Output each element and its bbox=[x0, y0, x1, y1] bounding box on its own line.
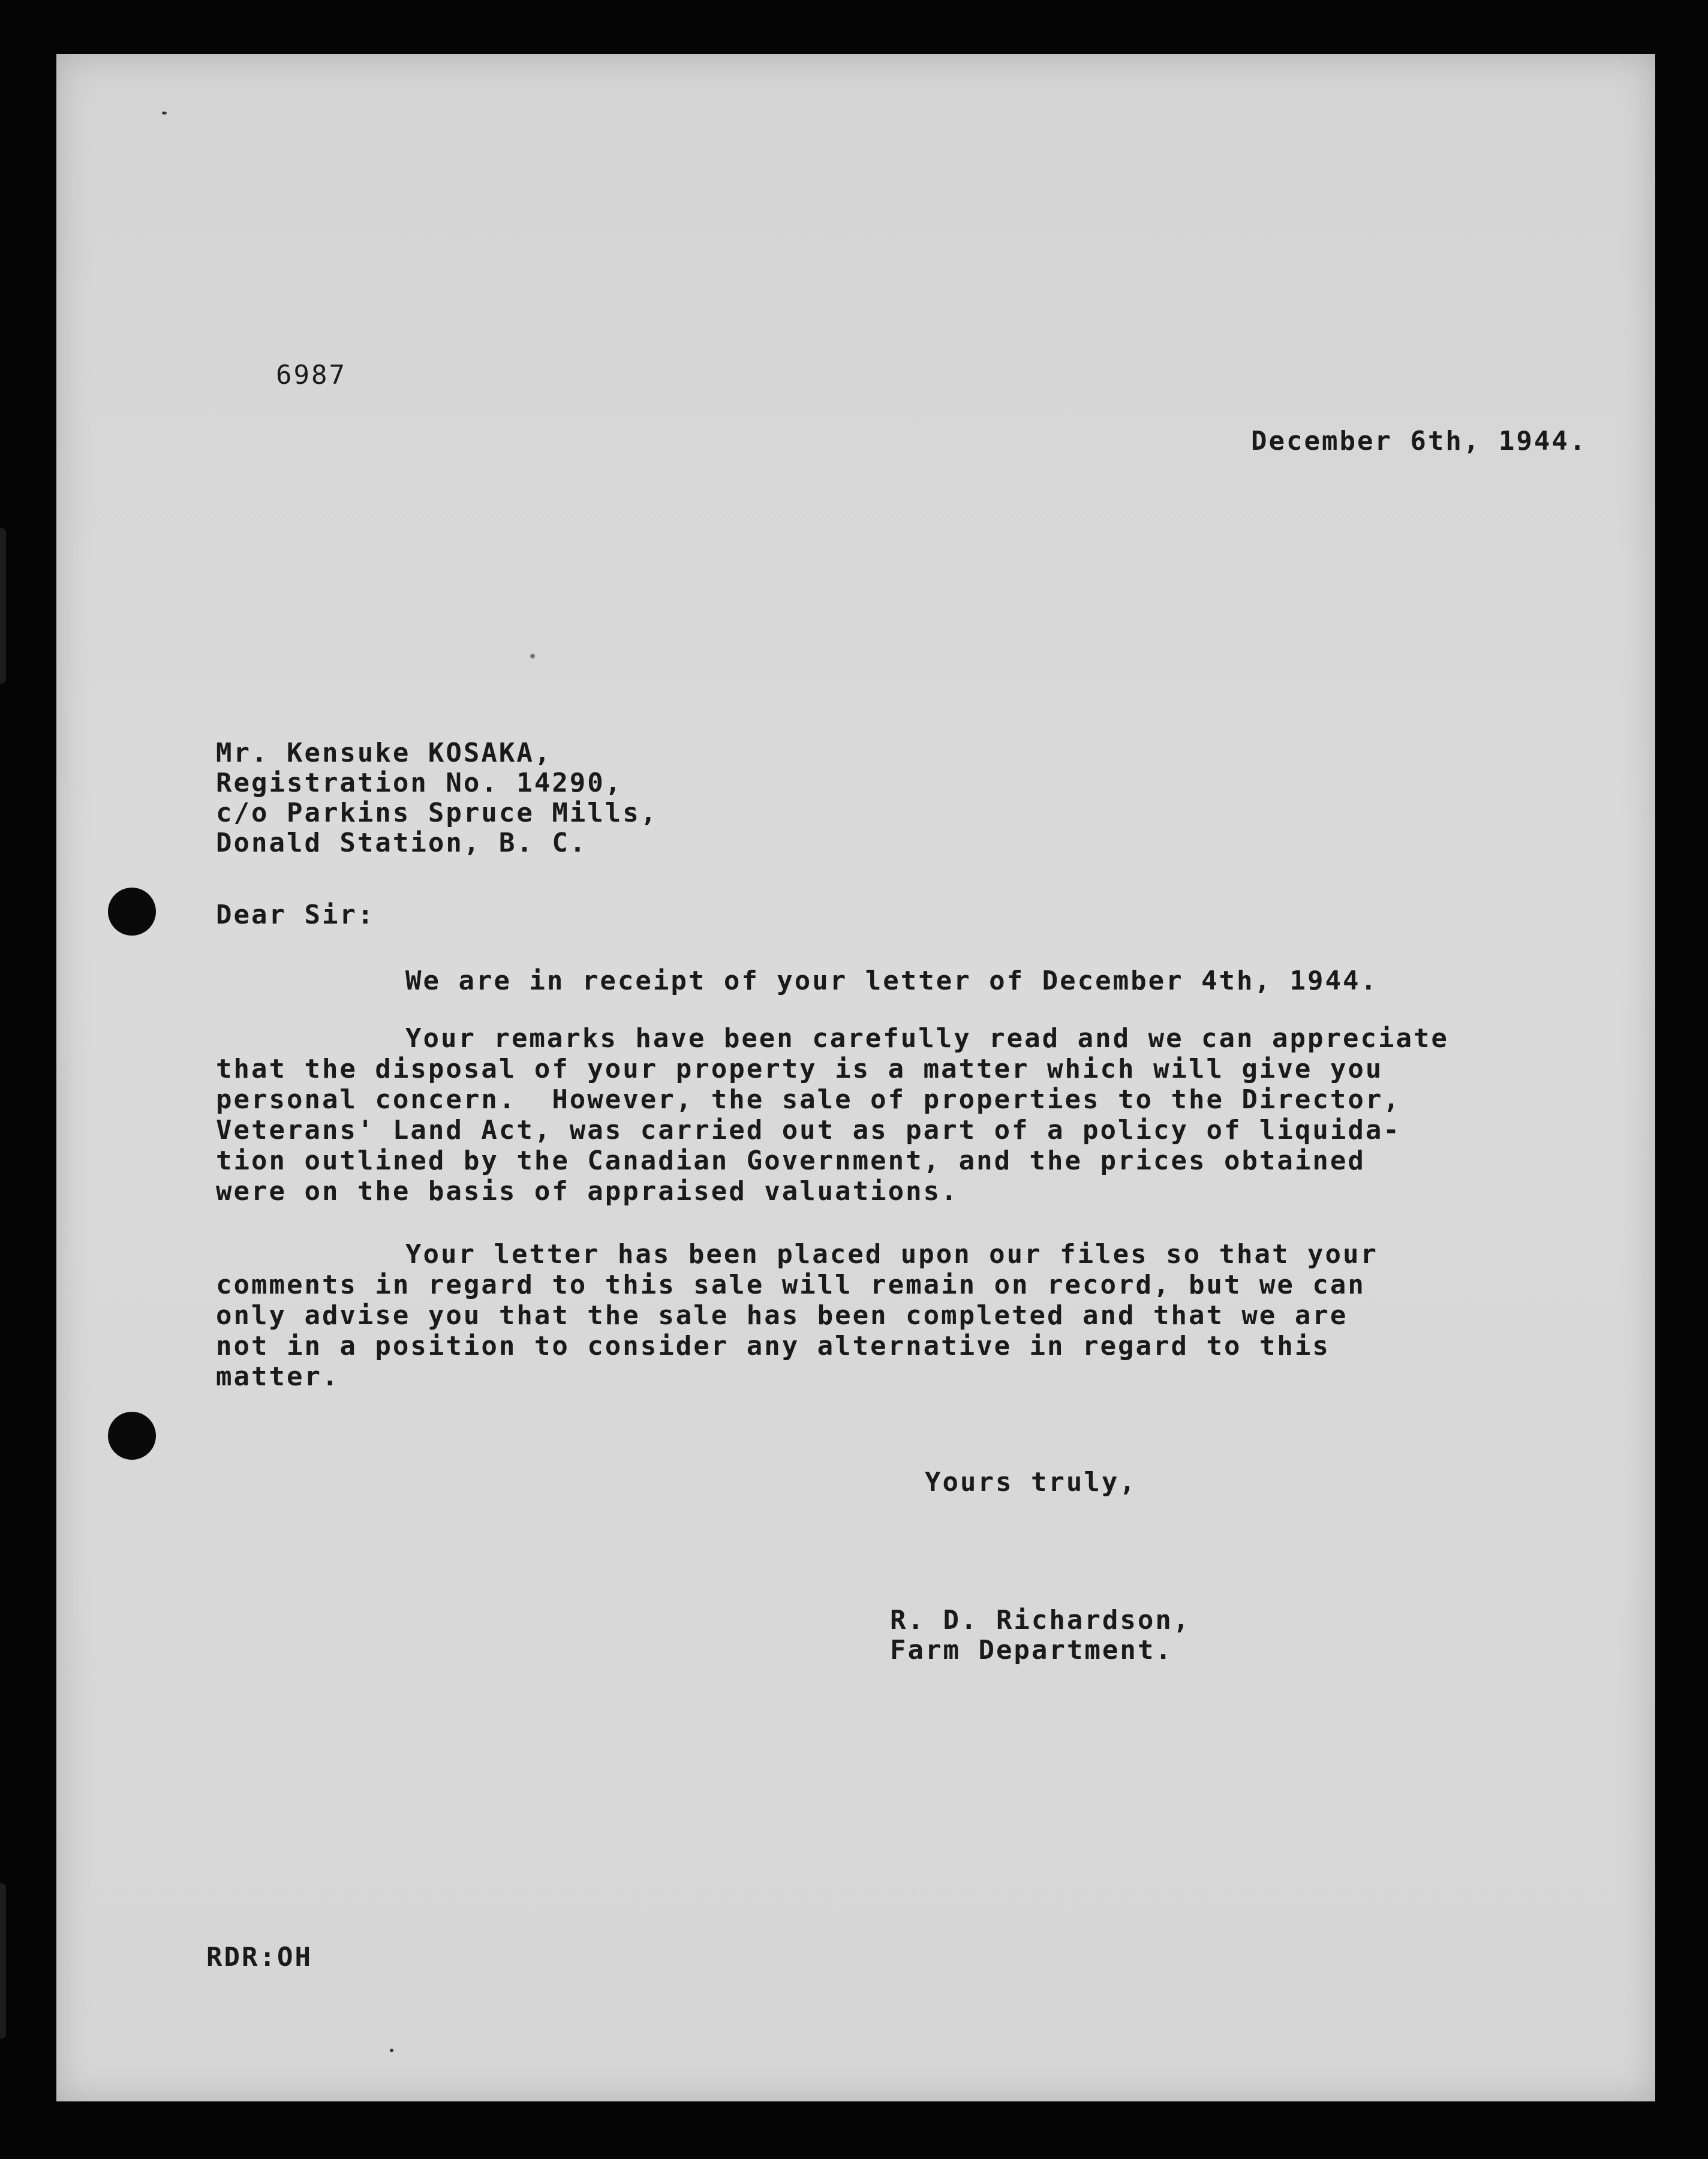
paragraph-line: were on the basis of appraised valuations. bbox=[216, 1176, 959, 1207]
signature-name: R. D. Richardson, bbox=[890, 1605, 1191, 1635]
paragraph-line: Your letter has been placed upon our files so that your bbox=[405, 1239, 1378, 1270]
ink-speck bbox=[390, 2049, 393, 2052]
paragraph-line: comments in regard to this sale will remain on record, but we can bbox=[216, 1270, 1366, 1300]
paragraph-line: that the disposal of your property is a matter which will give you bbox=[216, 1054, 1384, 1084]
paragraph-line: personal concern. However, the sale of properties to the Director, bbox=[216, 1084, 1401, 1115]
scan-edge-mark-top bbox=[0, 528, 6, 684]
ink-speck bbox=[162, 112, 167, 115]
paragraph-line: tion outlined by the Canadian Government, and the prices obtained bbox=[216, 1145, 1366, 1176]
paragraph-line: only advise you that the sale has been completed and that we are bbox=[216, 1300, 1348, 1331]
recipient-line: c/o Parkins Spruce Mills, bbox=[216, 798, 658, 828]
reference-initials: RDR:OH bbox=[206, 1942, 312, 1972]
punch-hole-lower bbox=[108, 1412, 156, 1460]
ink-speck bbox=[530, 654, 535, 658]
file-number: 6987 bbox=[276, 360, 347, 390]
closing: Yours truly, bbox=[925, 1467, 1137, 1498]
signature-department: Farm Department. bbox=[890, 1635, 1173, 1665]
punch-hole-upper bbox=[108, 888, 156, 936]
letter-date: December 6th, 1944. bbox=[1251, 426, 1587, 456]
paragraph-line: not in a position to consider any alternative in regard to this bbox=[216, 1331, 1330, 1361]
salutation: Dear Sir: bbox=[216, 900, 375, 930]
letter-page bbox=[56, 54, 1655, 2101]
recipient-line: Mr. Kensuke KOSAKA, bbox=[216, 738, 552, 768]
paragraph-line: matter. bbox=[216, 1361, 340, 1392]
paragraph-line: Your remarks have been carefully read and we can appreciate bbox=[405, 1023, 1449, 1054]
scan-edge-mark-bottom bbox=[0, 1883, 6, 2039]
paragraph-1-line: We are in receipt of your letter of December 4th, 1944. bbox=[405, 966, 1378, 996]
recipient-line: Donald Station, B. C. bbox=[216, 828, 588, 858]
paragraph-line: Veterans' Land Act, was carried out as part of a policy of liquida- bbox=[216, 1115, 1401, 1145]
recipient-line: Registration No. 14290, bbox=[216, 768, 623, 798]
